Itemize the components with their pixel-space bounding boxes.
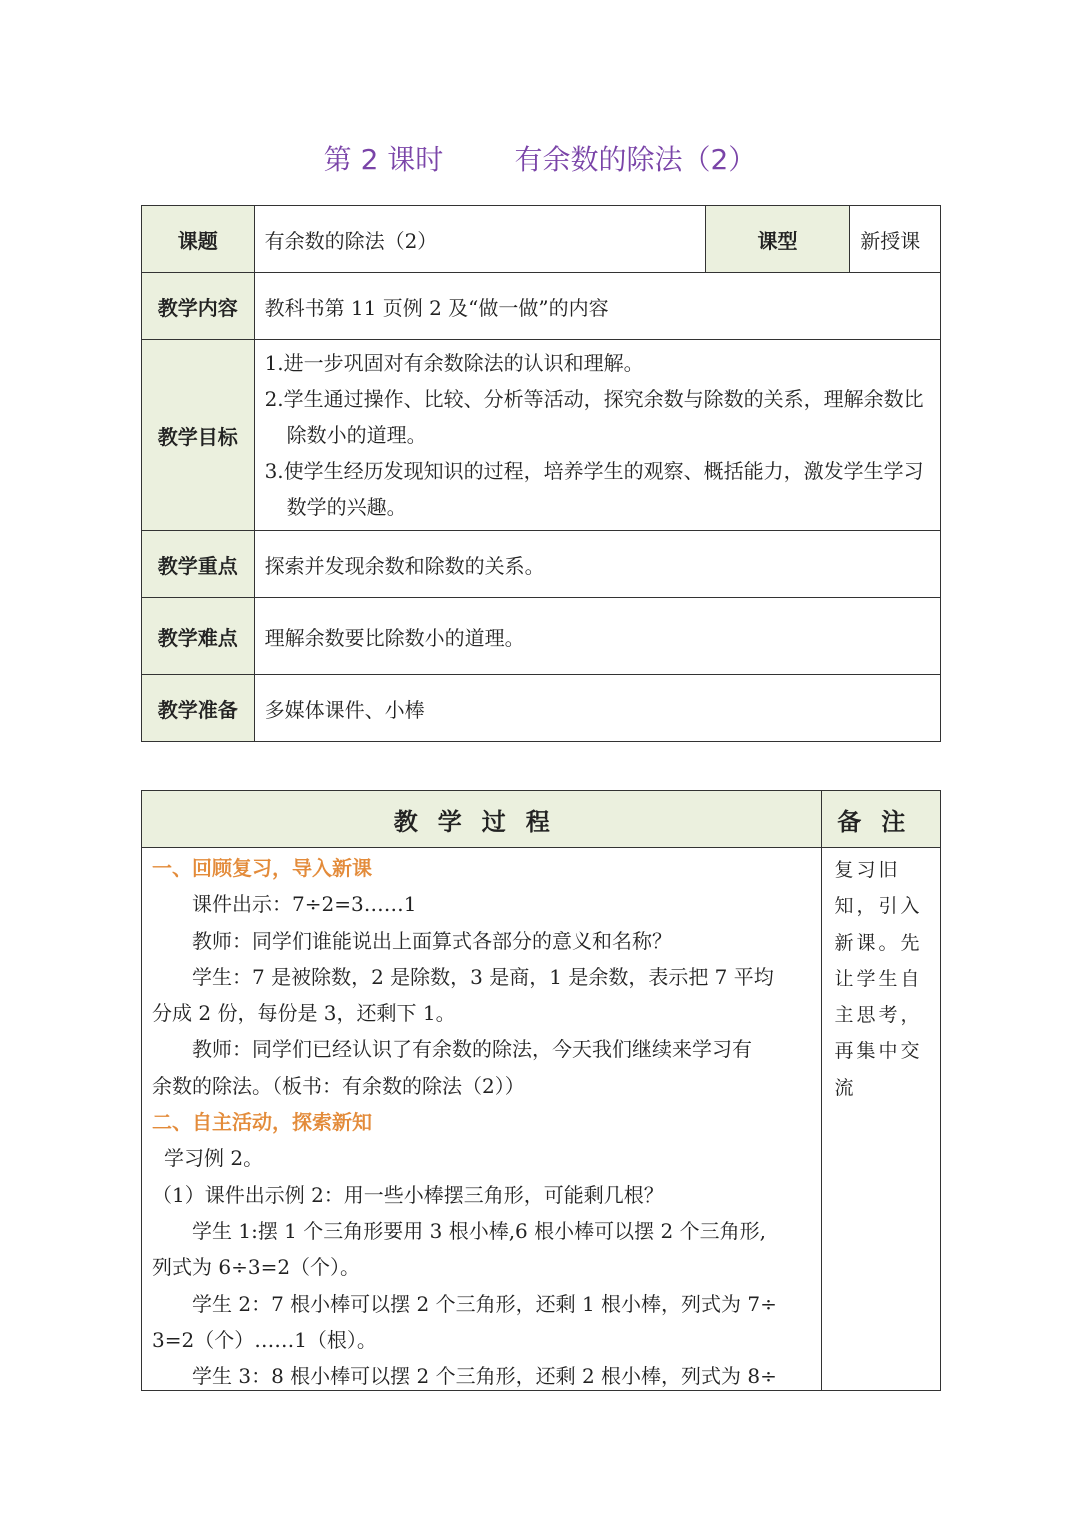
content-value: 教科书第 11 页例 2 及“做一做”的内容 (254, 273, 940, 340)
page-title: 第 2 课时 有余数的除法（2） (323, 143, 757, 176)
lesson-info-table (141, 205, 941, 742)
type-label: 课型 (705, 206, 849, 273)
note-line: 再集中交 (834, 1040, 923, 1063)
goal-item: 2.学生通过操作、比较、分析等活动，探究余数与除数的关系，理解余数比除数小的道理。 (264, 387, 924, 447)
process-line: 课件出示：7÷2=3……1 (192, 892, 417, 917)
notes-body (822, 848, 941, 1391)
goals-label: 教学目标 (142, 340, 255, 531)
prep-label: 教学准备 (142, 675, 255, 742)
section-heading: 一、回顾复习，导入新课 (152, 856, 372, 880)
notes-header: 备注 (822, 791, 941, 848)
key-label: 教学重点 (142, 531, 255, 598)
process-line: 分成 2 份，每份是 3，还剩下 1。 (152, 1001, 456, 1026)
process-line: 教师：同学们谁能说出上面算式各部分的意义和名称？ (192, 928, 672, 953)
note-line: 新课。先 (834, 931, 923, 954)
note-line: 主思考， (834, 1004, 923, 1027)
note-line: 流 (834, 1076, 857, 1099)
note-line: 让学生自 (834, 967, 923, 990)
difficulty-label: 教学难点 (142, 598, 255, 675)
goals-list (254, 340, 940, 531)
process-line: 学生 1:摆 1 个三角形要用 3 根小棒,6 根小棒可以摆 2 个三角形, (192, 1218, 766, 1243)
type-value: 新授课 (850, 206, 941, 273)
note-line: 知，引入 (834, 895, 923, 918)
teaching-process-table (141, 790, 941, 1391)
note-line: 复习旧 (834, 859, 901, 881)
process-line: 余数的除法。（板书：有余数的除法（2）） (152, 1073, 525, 1098)
process-line: 学生 3：8 根小棒可以摆 2 个三角形，还剩 2 根小棒，列式为 8÷ (192, 1364, 777, 1388)
process-line: 学习例 2。 (164, 1146, 264, 1171)
difficulty-value: 理解余数要比除数小的道理。 (254, 598, 940, 675)
process-line: 教师：同学们已经认识了有余数的除法，今天我们继续来学习有 (192, 1037, 752, 1062)
process-line: （1）课件出示例 2：用一些小棒摆三角形，可能剩几根？ (152, 1182, 664, 1207)
key-value: 探索并发现余数和除数的关系。 (254, 531, 940, 598)
goal-item: 3.使学生经历发现知识的过程，培养学生的观察、概括能力，激发学生学习数学的兴趣。 (264, 459, 924, 519)
process-body (142, 848, 822, 1391)
topic-value: 有余数的除法（2） (254, 206, 705, 273)
goal-item: 1.进一步巩固对有余数除法的认识和理解。 (264, 351, 644, 375)
process-line: 3=2（个）……1（根）。 (152, 1327, 377, 1352)
process-header: 教学过程 (142, 791, 822, 848)
process-line: 学生：7 是被除数，2 是除数，3 是商，1 是余数，表示把 7 平均 (192, 964, 774, 989)
process-line: 列式为 6÷3=2（个）。 (152, 1255, 361, 1280)
prep-value: 多媒体课件、小棒 (254, 675, 940, 742)
topic-label: 课题 (142, 206, 255, 273)
section-heading: 二、自主活动，探索新知 (152, 1110, 372, 1135)
content-label: 教学内容 (142, 273, 255, 340)
process-line: 学生 2：7 根小棒可以摆 2 个三角形，还剩 1 根小棒，列式为 7÷ (192, 1291, 777, 1316)
